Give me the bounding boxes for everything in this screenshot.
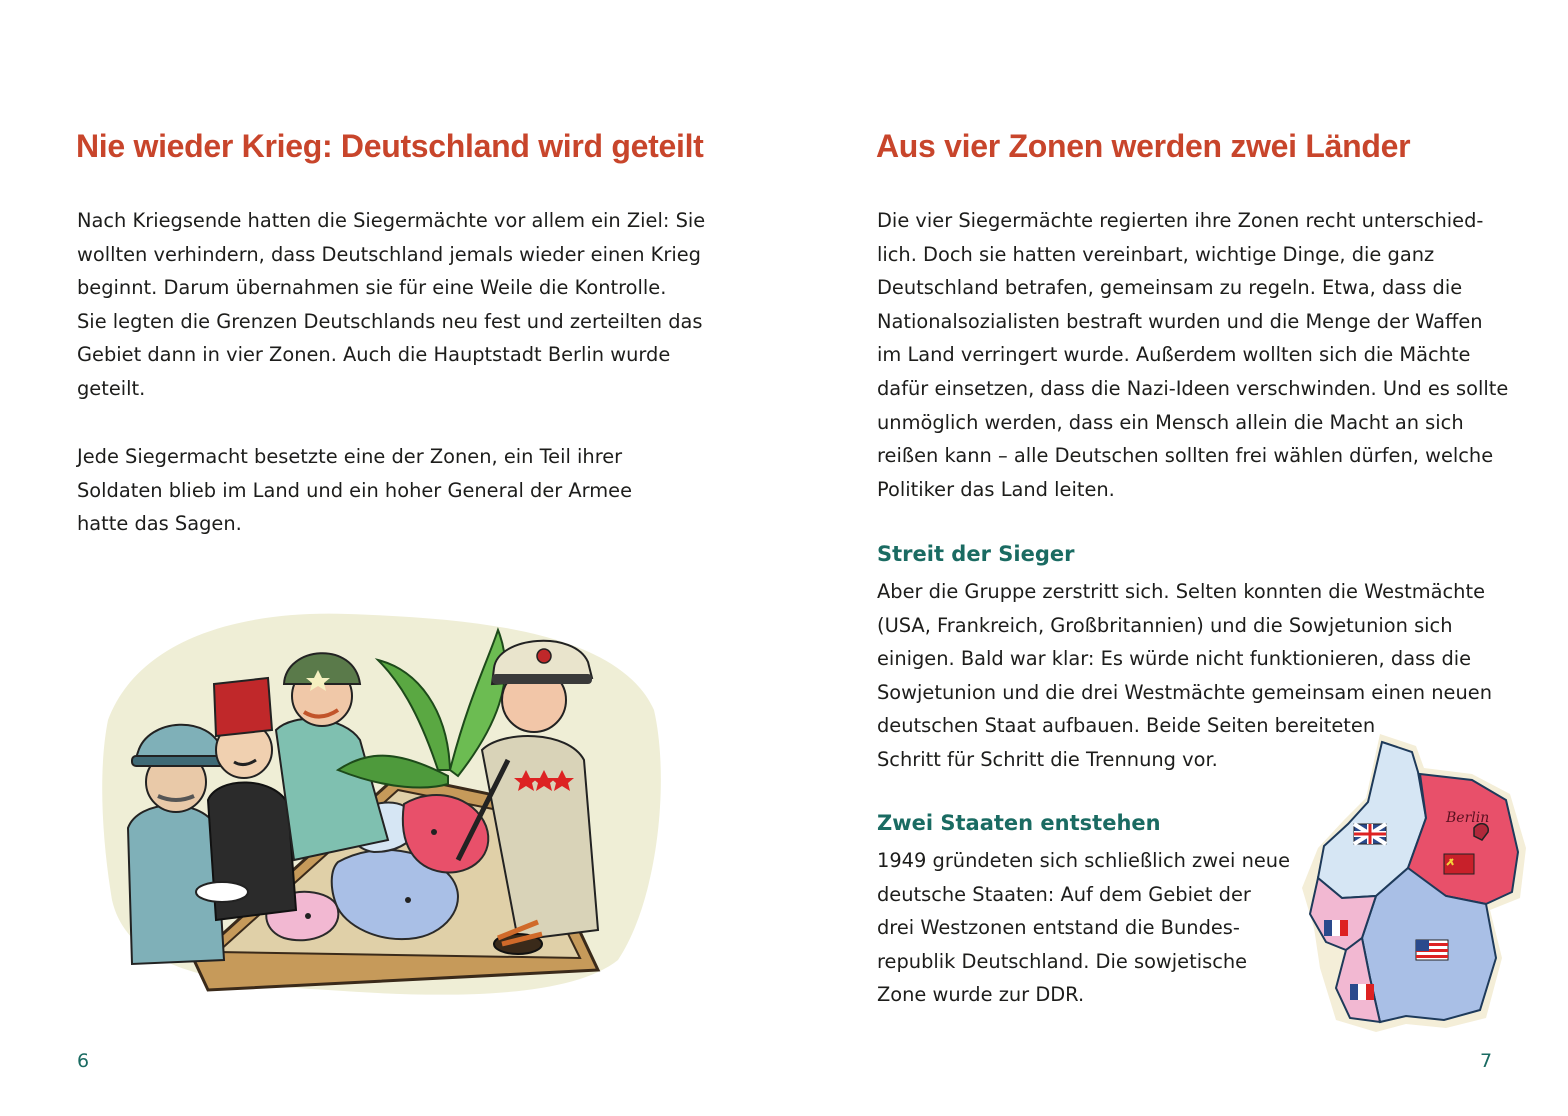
section-heading-zwei-staaten: Zwei Staaten entstehen [877,811,1161,835]
text-line: wollten verhindern, dass Deutschland jemals wieder einen Krieg [77,242,701,266]
text-line: Sowjetunion und die drei Westmächte gemeinsam einen neuen [877,680,1492,704]
text-line: Gebiet dann in vier Zonen. Auch die Hauptstadt Berlin wurde [77,343,671,367]
text-line: republik Deutschland. Die sowjetische [877,949,1248,973]
text-line: geteilt. [77,376,146,400]
berlin-label: Berlin [1446,810,1490,826]
text-line: Zone wurde zur DDR. [877,983,1085,1007]
text-line: beginnt. Darum übernahmen sie für eine Weile die Kontrolle. [77,276,667,300]
text-line: (USA, Frankreich, Großbritannien) und die Sowjetunion sich [877,613,1453,637]
text-line: einigen. Bald war klar: Es würde nicht funktionieren, dass die [877,647,1472,671]
text-line: 1949 gründeten sich schließlich zwei neue [877,849,1291,872]
text-line: reißen kann – alle Deutschen sollten frei wählen dürfen, welche [877,444,1494,468]
usa-flag-icon [1416,940,1448,960]
france-flag-icon-south [1350,984,1374,1000]
left-paragraph-2 [77,440,632,541]
section-heading-streit: Streit der Sieger [877,542,1075,566]
text-line: im Land verringert wurde. Außerdem wollten sich die Mächte [877,343,1471,367]
left-paragraph-1 [77,204,705,406]
text-line: Soldaten blieb im Land und ein hoher General der Armee [77,478,633,502]
right-page [784,0,1568,1116]
text-line: Sie legten die Grenzen Deutschlands neu fest und zerteilten das [77,309,703,333]
uk-flag-icon [1354,824,1386,844]
right-paragraph-1 [877,204,1508,506]
section-text-zwei-staaten [877,844,1290,1012]
right-page-title: Aus vier Zonen werden zwei Länder [876,128,1411,164]
text-line: Jede Siegermacht besetzte eine der Zonen, ein Teil ihrer [77,445,623,468]
soviet-flag-icon [1444,854,1474,874]
text-line: Schritt für Schritt die Trennung vor. [877,747,1218,771]
left-page-title: Nie wieder Krieg: Deutschland wird geteilt [76,128,704,164]
text-line: Nach Kriegsende hatten die Siegermächte vor allem ein Ziel: Sie [77,209,706,232]
text-line: deutschen Staat aufbauen. Beide Seiten bereiteten [877,714,1376,738]
text-line: unmöglich werden, dass ein Mensch allein die Macht an sich [877,410,1464,434]
france-flag-icon [1324,920,1348,936]
generals-map-illustration [98,600,668,1010]
germany-zones-map [1296,728,1542,1038]
text-line: Deutschland betrafen, gemeinsam zu regeln. Etwa, dass die [877,276,1463,300]
page-number-right: 7 [1480,1050,1493,1072]
text-line: Politiker das Land leiten. [877,477,1115,501]
text-line: lich. Doch sie hatten vereinbart, wichtige Dinge, die ganz [877,242,1435,266]
text-line: drei Westzonen entstand die Bundes- [877,916,1240,940]
text-line: Nationalsozialisten bestraft wurden und die Menge der Waffen [877,309,1483,333]
text-line: deutsche Staaten: Auf dem Gebiet der [877,882,1251,906]
text-line: Die vier Siegermächte regierten ihre Zonen recht unterschied- [877,209,1484,232]
page-number-left: 6 [77,1050,90,1072]
text-line: dafür einsetzen, dass die Nazi-Ideen verschwinden. Und es sollte [877,376,1509,400]
text-line: hatte das Sagen. [77,512,242,536]
text-line: Aber die Gruppe zerstritt sich. Selten konnten die Westmächte [877,580,1486,603]
